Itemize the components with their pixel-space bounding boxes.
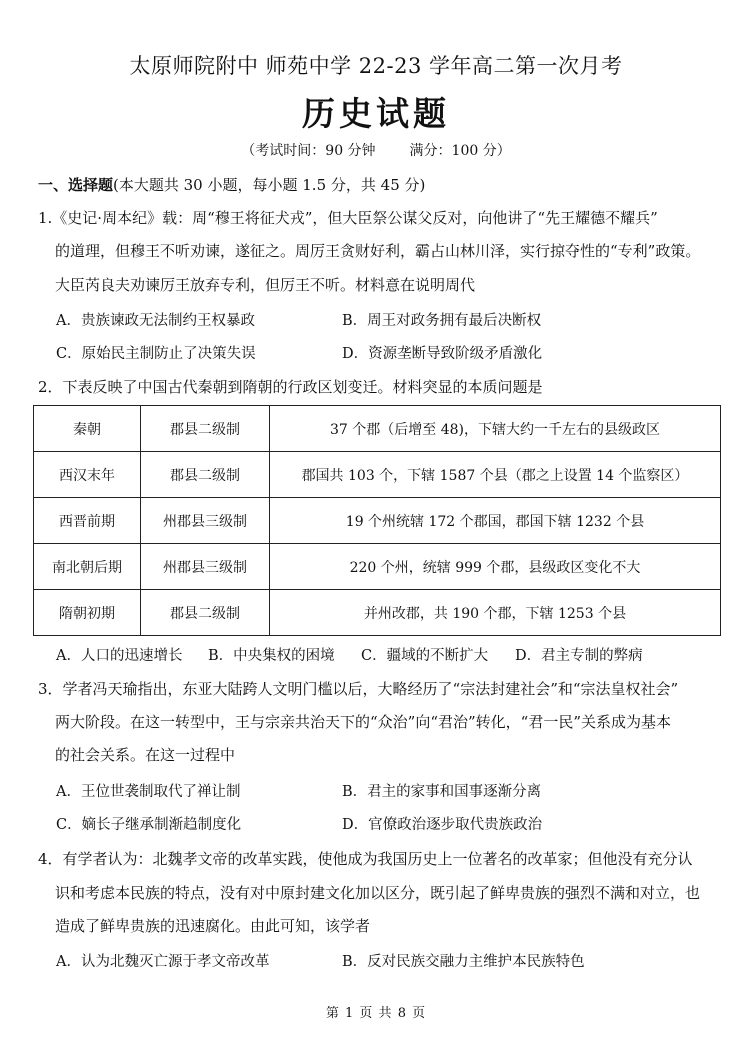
q3-line-1: 3．学者冯天瑜指出，东亚大陆跨人文明门槛以后，大略经历了“宗法封建社会”和“宗法皇权社会” — [38, 680, 679, 698]
q1-option-c: C．原始民主制防止了决策失误 — [56, 346, 256, 362]
table-cell-dynasty: 西晋前期 — [34, 498, 141, 544]
page-title: 历史试题 — [302, 94, 450, 133]
table-row — [34, 452, 721, 498]
q3-option-a: A．王位世袭制取代了禅让制 — [56, 784, 241, 800]
table-cell-system: 州郡县三级制 — [141, 498, 270, 544]
q1-option-b: B．周王对政务拥有最后决断权 — [342, 313, 542, 329]
q2-option-c: C．疆域的不断扩大 — [361, 648, 489, 664]
table-cell-system: 郡县二级制 — [141, 590, 270, 636]
q3-line-2: 两大阶段。在这一转型中，王与宗亲共治天下的“众治”向“君治”转化，“君一民”关系成为基本 — [55, 713, 672, 731]
q3-option-c: C．嫡长子继承制渐趋制度化 — [56, 817, 242, 833]
q4-line-1: 4．有学者认为：北魏孝文帝的改革实践，使他成为我国历史上一位著名的改革家；但他没有充分认 — [38, 850, 693, 868]
exam-meta — [0, 140, 752, 160]
school-header: 太原师院附中 师苑中学 22-23 学年高二第一次月考 — [129, 54, 623, 78]
q3-option-d: D．官僚政治逐步取代贵族政治 — [342, 817, 543, 833]
q4-option-b: B．反对民族交融力主维护本民族特色 — [342, 954, 585, 970]
q2-option-d: D．君主专制的弊病 — [515, 648, 643, 664]
table-cell-detail: 19 个州统辖 172 个郡国，郡国下辖 1232 个县 — [270, 498, 721, 544]
table-row — [34, 498, 721, 544]
q1-line-3: 大臣芮良夫劝谏厉王放弃专利，但厉王不听。材料意在说明周代 — [55, 276, 476, 294]
table-row — [34, 406, 721, 452]
table-cell-dynasty: 西汉末年 — [34, 452, 141, 498]
admin-division-table — [33, 405, 721, 636]
table-cell-dynasty: 秦朝 — [34, 406, 141, 452]
q3-line-3: 的社会关系。在这一过程中 — [55, 746, 236, 764]
table-cell-system: 郡县二级制 — [141, 406, 270, 452]
table-cell-dynasty: 南北朝后期 — [34, 544, 141, 590]
table-cell-system: 州郡县三级制 — [141, 544, 270, 590]
q1-option-a: A．贵族谏政无法制约王权暴政 — [56, 313, 255, 329]
q4-option-a: A．认为北魏灭亡源于孝文帝改革 — [56, 954, 270, 970]
section-note: (本大题共 30 小题，每小题 1.5 分，共 45 分) — [113, 176, 426, 194]
table-cell-system: 郡县二级制 — [141, 452, 270, 498]
page-number: 第 1 页 共 8 页 — [325, 1006, 427, 1021]
section-heading — [38, 174, 425, 195]
q2-option-b: B．中央集权的困境 — [208, 648, 335, 664]
table-row — [34, 590, 721, 636]
q4-line-3: 造成了鲜卑贵族的迅速腐化。由此可知，该学者 — [55, 917, 371, 935]
exam-score: 满分：100 分） — [409, 143, 511, 159]
table-cell-detail: 郡国共 103 个，下辖 1587 个县（郡之上设置 14 个监察区） — [270, 452, 721, 498]
table-row — [34, 544, 721, 590]
q2-stem: 2．下表反映了中国古代秦朝到隋朝的行政区划变迁。材料突显的本质问题是 — [38, 378, 543, 396]
q1-line-2: 的道理，但穆王不听劝谏，遂征之。周厉王贪财好利，霸占山林川泽，实行掠夺性的“专利”政策。 — [55, 242, 701, 260]
q2-option-a: A．人口的迅速增长 — [56, 648, 183, 664]
table-cell-detail: 37 个郡（后增至 48)，下辖大约一千左右的县级政区 — [270, 406, 721, 452]
section-label: 一、选择题 — [38, 176, 114, 194]
exam-time: （考试时间：90 分钟 — [241, 143, 376, 159]
q3-option-b: B．君主的家事和国事逐渐分离 — [342, 784, 542, 800]
q1-option-d: D．资源垄断导致阶级矛盾激化 — [342, 346, 543, 362]
q4-line-2: 识和考虑本民族的特点，没有对中原封建文化加以区分，既引起了鲜卑贵族的强烈不满和对立，也 — [55, 884, 701, 902]
table-cell-detail: 并州改郡，共 190 个郡，下辖 1253 个县 — [270, 590, 721, 636]
table-cell-dynasty: 隋朝初期 — [34, 590, 141, 636]
q1-line-1: 1.《史记·周本纪》载：周“穆王将征犬戎”，但大臣祭公谋父反对，向他讲了“先王耀德不耀兵” — [38, 209, 658, 227]
table-cell-detail: 220 个州，统辖 999 个郡，县级政区变化不大 — [270, 544, 721, 590]
